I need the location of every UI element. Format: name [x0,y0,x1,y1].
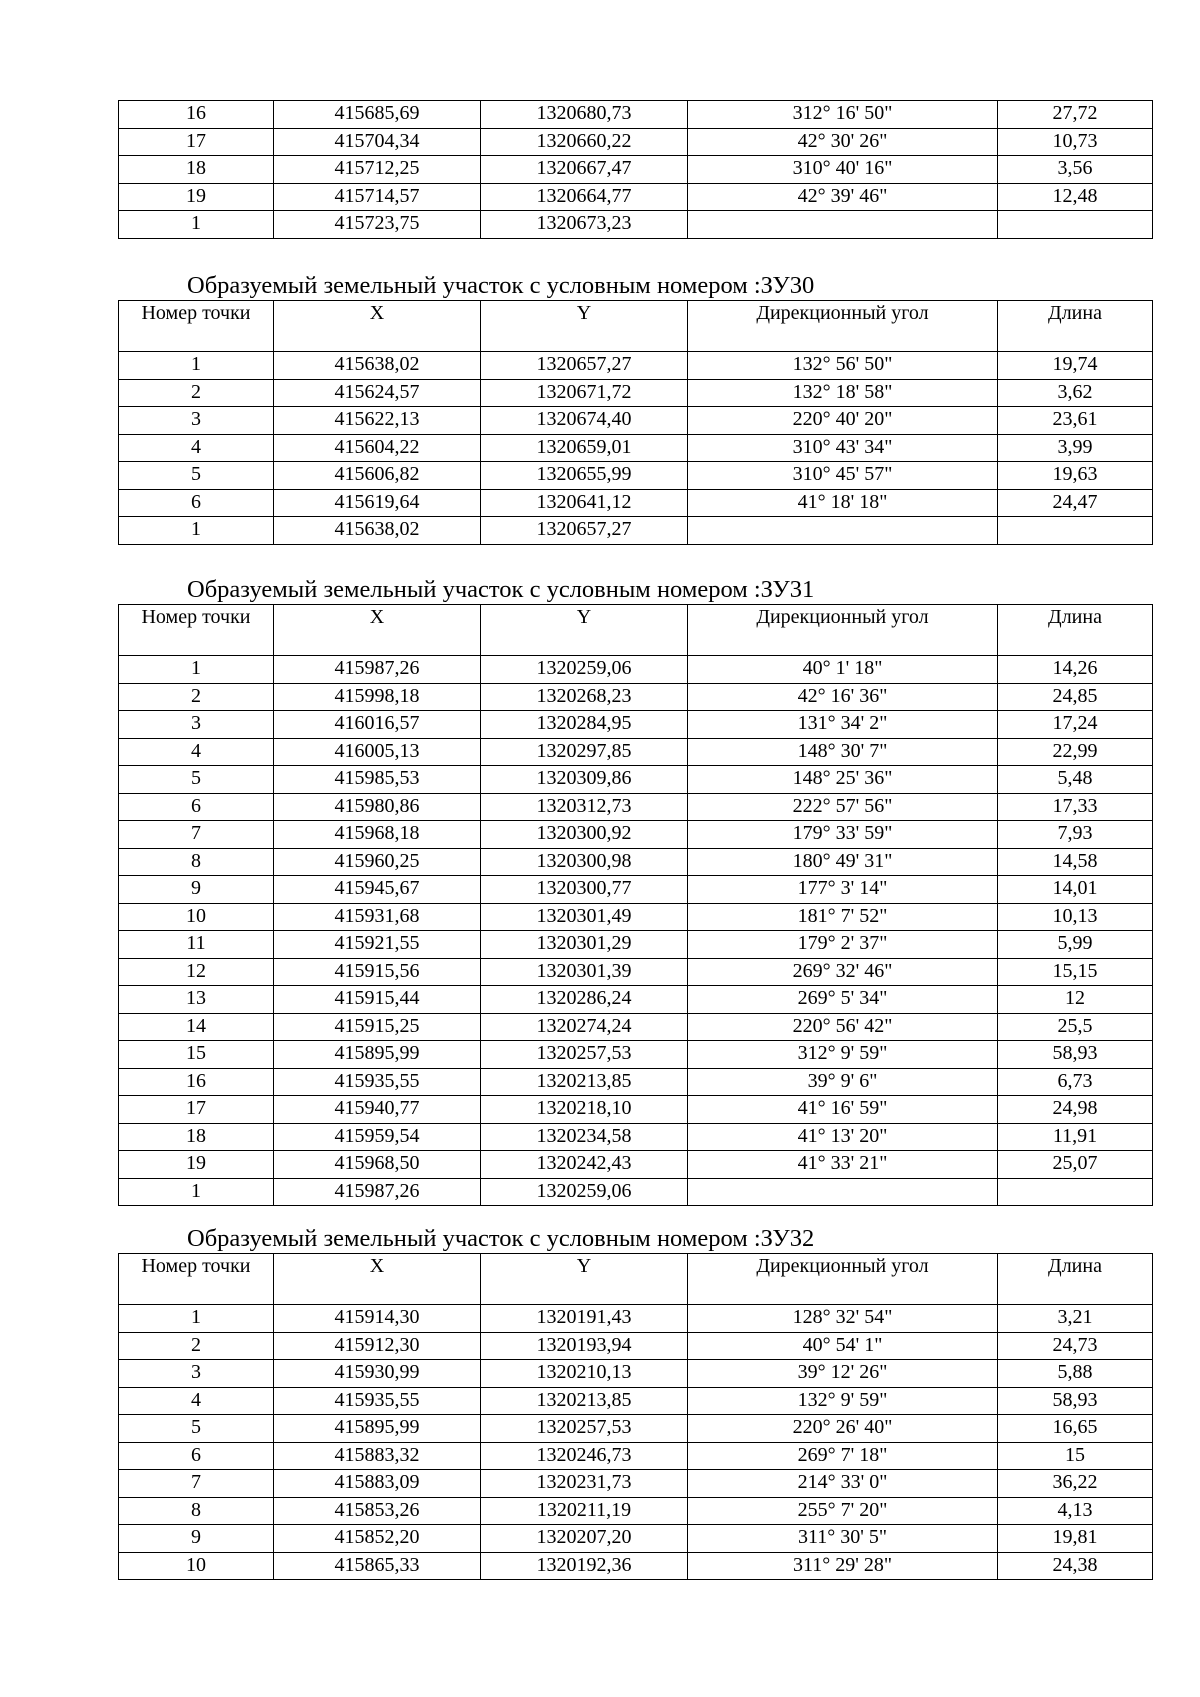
table-row [119,683,1153,711]
x-cell: 415852,20 [274,1525,481,1553]
x-cell: 415712,25 [274,156,481,184]
length-cell: 17,24 [998,711,1153,739]
y-cell: 1320655,99 [481,462,688,490]
length-cell: 25,5 [998,1013,1153,1041]
point-number-cell: 1 [119,1305,274,1333]
direction-angle-cell: 41° 13' 20" [688,1123,998,1151]
x-cell: 415960,25 [274,848,481,876]
direction-angle-cell: 220° 26' 40" [688,1415,998,1443]
point-number-cell: 19 [119,183,274,211]
length-cell: 4,13 [998,1497,1153,1525]
y-cell: 1320246,73 [481,1442,688,1470]
point-number-cell: 5 [119,1415,274,1443]
y-cell: 1320284,95 [481,711,688,739]
x-cell: 415895,99 [274,1041,481,1069]
x-cell: 415935,55 [274,1068,481,1096]
point-number-cell: 3 [119,1360,274,1388]
point-number-cell: 4 [119,738,274,766]
table-row [119,738,1153,766]
point-number-cell: 8 [119,848,274,876]
y-cell: 1320664,77 [481,183,688,211]
table-row [119,1332,1153,1360]
table-row [119,1151,1153,1179]
point-number-cell: 1 [119,1178,274,1206]
point-number-cell: 2 [119,379,274,407]
x-cell: 415915,25 [274,1013,481,1041]
direction-angle-cell: 310° 40' 16" [688,156,998,184]
length-cell: 58,93 [998,1387,1153,1415]
point-number-cell: 2 [119,1332,274,1360]
length-cell: 5,88 [998,1360,1153,1388]
direction-angle-cell: 181° 7' 52" [688,903,998,931]
x-cell: 415935,55 [274,1387,481,1415]
header-x: X [274,1254,481,1305]
point-number-cell: 1 [119,211,274,239]
header-direction-angle: Дирекционный угол [688,605,998,656]
plot-section-zu32 [118,1225,1152,1580]
y-cell: 1320657,27 [481,352,688,380]
x-cell: 415987,26 [274,1178,481,1206]
direction-angle-cell [688,1178,998,1206]
table-row [119,1096,1153,1124]
point-number-cell: 4 [119,1387,274,1415]
point-number-cell: 3 [119,407,274,435]
point-number-cell: 9 [119,876,274,904]
direction-angle-cell: 41° 16' 59" [688,1096,998,1124]
coordinates-table [118,1253,1153,1580]
point-number-cell: 16 [119,1068,274,1096]
section-title: Образуемый земельный участок с условным номером :ЗУ32 [187,1225,815,1252]
direction-angle-cell: 269° 7' 18" [688,1442,998,1470]
x-cell: 415945,67 [274,876,481,904]
x-cell: 416016,57 [274,711,481,739]
length-cell [998,517,1153,545]
table-row [119,183,1153,211]
table-row [119,711,1153,739]
point-number-cell: 17 [119,1096,274,1124]
point-number-cell: 2 [119,683,274,711]
x-cell: 415998,18 [274,683,481,711]
x-cell: 415853,26 [274,1497,481,1525]
table-row [119,517,1153,545]
y-cell: 1320309,86 [481,766,688,794]
length-cell: 24,38 [998,1552,1153,1580]
plot-section-zu31 [118,576,1152,1206]
y-cell: 1320242,43 [481,1151,688,1179]
direction-angle-cell [688,517,998,545]
length-cell: 23,61 [998,407,1153,435]
point-number-cell: 18 [119,156,274,184]
table-row [119,766,1153,794]
point-number-cell: 13 [119,986,274,1014]
length-cell: 6,73 [998,1068,1153,1096]
direction-angle-cell: 269° 32' 46" [688,958,998,986]
length-cell: 12,48 [998,183,1153,211]
x-cell: 415980,86 [274,793,481,821]
table-row [119,903,1153,931]
x-cell: 415915,56 [274,958,481,986]
length-cell: 25,07 [998,1151,1153,1179]
table-row [119,434,1153,462]
point-number-cell: 5 [119,462,274,490]
table-row [119,848,1153,876]
point-number-cell: 10 [119,1552,274,1580]
header-y: Y [481,1254,688,1305]
x-cell: 415606,82 [274,462,481,490]
x-cell: 415931,68 [274,903,481,931]
table-row [119,156,1153,184]
table-row [119,1525,1153,1553]
point-number-cell: 1 [119,352,274,380]
table-header-row [119,605,1153,656]
y-cell: 1320673,23 [481,211,688,239]
header-point-number: Номер точки [119,605,274,656]
section-title: Образуемый земельный участок с условным номером :ЗУ31 [187,576,815,603]
plot-section-zu30 [118,272,1152,545]
y-cell: 1320231,73 [481,1470,688,1498]
table-row [119,1415,1153,1443]
direction-angle-cell: 214° 33' 0" [688,1470,998,1498]
header-length: Длина [998,301,1153,352]
length-cell: 19,63 [998,462,1153,490]
header-point-number: Номер точки [119,301,274,352]
direction-angle-cell: 42° 16' 36" [688,683,998,711]
direction-angle-cell: 269° 5' 34" [688,986,998,1014]
y-cell: 1320671,72 [481,379,688,407]
length-cell: 19,74 [998,352,1153,380]
header-y: Y [481,605,688,656]
direction-angle-cell: 148° 30' 7" [688,738,998,766]
point-number-cell: 3 [119,711,274,739]
x-cell: 415915,44 [274,986,481,1014]
length-cell: 10,73 [998,128,1153,156]
y-cell: 1320300,98 [481,848,688,876]
x-cell: 415940,77 [274,1096,481,1124]
direction-angle-cell: 41° 33' 21" [688,1151,998,1179]
direction-angle-cell: 131° 34' 2" [688,711,998,739]
table-header-row [119,1254,1153,1305]
y-cell: 1320301,29 [481,931,688,959]
table-row [119,793,1153,821]
y-cell: 1320234,58 [481,1123,688,1151]
point-number-cell: 15 [119,1041,274,1069]
point-number-cell: 14 [119,1013,274,1041]
continuation-section [118,100,1152,239]
direction-angle-cell: 132° 56' 50" [688,352,998,380]
header-direction-angle: Дирекционный угол [688,1254,998,1305]
table-row [119,986,1153,1014]
x-cell: 415914,30 [274,1305,481,1333]
table-header-row [119,301,1153,352]
direction-angle-cell: 311° 30' 5" [688,1525,998,1553]
point-number-cell: 1 [119,517,274,545]
direction-angle-cell: 220° 56' 42" [688,1013,998,1041]
x-cell: 415985,53 [274,766,481,794]
point-number-cell: 16 [119,101,274,129]
length-cell: 16,65 [998,1415,1153,1443]
x-cell: 415638,02 [274,352,481,380]
point-number-cell: 11 [119,931,274,959]
y-cell: 1320259,06 [481,1178,688,1206]
y-cell: 1320667,47 [481,156,688,184]
table-row [119,656,1153,684]
point-number-cell: 8 [119,1497,274,1525]
length-cell: 36,22 [998,1470,1153,1498]
x-cell: 415921,55 [274,931,481,959]
length-cell: 3,21 [998,1305,1153,1333]
table-row [119,1387,1153,1415]
y-cell: 1320268,23 [481,683,688,711]
y-cell: 1320192,36 [481,1552,688,1580]
length-cell: 14,01 [998,876,1153,904]
direction-angle-cell [688,211,998,239]
length-cell: 5,99 [998,931,1153,959]
table-row [119,128,1153,156]
y-cell: 1320680,73 [481,101,688,129]
table-row [119,1068,1153,1096]
y-cell: 1320674,40 [481,407,688,435]
point-number-cell: 17 [119,128,274,156]
point-number-cell: 7 [119,821,274,849]
length-cell: 5,48 [998,766,1153,794]
x-cell: 415883,32 [274,1442,481,1470]
length-cell: 11,91 [998,1123,1153,1151]
length-cell: 14,58 [998,848,1153,876]
length-cell: 12 [998,986,1153,1014]
y-cell: 1320207,20 [481,1525,688,1553]
y-cell: 1320193,94 [481,1332,688,1360]
table-row [119,1041,1153,1069]
table-row [119,352,1153,380]
direction-angle-cell: 220° 40' 20" [688,407,998,435]
y-cell: 1320211,19 [481,1497,688,1525]
direction-angle-cell: 311° 29' 28" [688,1552,998,1580]
direction-angle-cell: 42° 39' 46" [688,183,998,211]
table-row [119,821,1153,849]
direction-angle-cell: 255° 7' 20" [688,1497,998,1525]
point-number-cell: 12 [119,958,274,986]
point-number-cell: 6 [119,793,274,821]
direction-angle-cell: 132° 18' 58" [688,379,998,407]
x-cell: 415930,99 [274,1360,481,1388]
length-cell: 24,98 [998,1096,1153,1124]
y-cell: 1320218,10 [481,1096,688,1124]
length-cell: 19,81 [998,1525,1153,1553]
y-cell: 1320300,92 [481,821,688,849]
direction-angle-cell: 222° 57' 56" [688,793,998,821]
direction-angle-cell: 310° 45' 57" [688,462,998,490]
y-cell: 1320312,73 [481,793,688,821]
header-x: X [274,605,481,656]
x-cell: 415883,09 [274,1470,481,1498]
length-cell: 17,33 [998,793,1153,821]
x-cell: 415619,64 [274,489,481,517]
length-cell: 14,26 [998,656,1153,684]
point-number-cell: 19 [119,1151,274,1179]
length-cell: 15 [998,1442,1153,1470]
direction-angle-cell: 42° 30' 26" [688,128,998,156]
x-cell: 415622,13 [274,407,481,435]
x-cell: 415959,54 [274,1123,481,1151]
length-cell [998,1178,1153,1206]
x-cell: 415604,22 [274,434,481,462]
length-cell [998,211,1153,239]
point-number-cell: 7 [119,1470,274,1498]
table-row [119,1442,1153,1470]
coordinates-table [118,604,1153,1206]
direction-angle-cell: 39° 12' 26" [688,1360,998,1388]
x-cell: 415723,75 [274,211,481,239]
length-cell: 58,93 [998,1041,1153,1069]
y-cell: 1320274,24 [481,1013,688,1041]
table-row [119,101,1153,129]
x-cell: 415685,69 [274,101,481,129]
y-cell: 1320660,22 [481,128,688,156]
y-cell: 1320213,85 [481,1387,688,1415]
section-title: Образуемый земельный участок с условным номером :ЗУ30 [187,272,815,299]
direction-angle-cell: 39° 9' 6" [688,1068,998,1096]
direction-angle-cell: 312° 9' 59" [688,1041,998,1069]
x-cell: 415895,99 [274,1415,481,1443]
x-cell: 415704,34 [274,128,481,156]
point-number-cell: 6 [119,489,274,517]
direction-angle-cell: 310° 43' 34" [688,434,998,462]
y-cell: 1320297,85 [481,738,688,766]
header-length: Длина [998,1254,1153,1305]
y-cell: 1320259,06 [481,656,688,684]
y-cell: 1320257,53 [481,1041,688,1069]
table-row [119,876,1153,904]
y-cell: 1320659,01 [481,434,688,462]
table-row [119,1360,1153,1388]
x-cell: 415912,30 [274,1332,481,1360]
table-row [119,1470,1153,1498]
table-row [119,379,1153,407]
x-cell: 415968,18 [274,821,481,849]
direction-angle-cell: 177° 3' 14" [688,876,998,904]
point-number-cell: 6 [119,1442,274,1470]
direction-angle-cell: 132° 9' 59" [688,1387,998,1415]
table-row [119,958,1153,986]
x-cell: 415865,33 [274,1552,481,1580]
table-row [119,1123,1153,1151]
point-number-cell: 5 [119,766,274,794]
y-cell: 1320300,77 [481,876,688,904]
y-cell: 1320213,85 [481,1068,688,1096]
direction-angle-cell: 179° 2' 37" [688,931,998,959]
x-cell: 415714,57 [274,183,481,211]
table-row [119,1497,1153,1525]
length-cell: 10,13 [998,903,1153,931]
table-row [119,462,1153,490]
x-cell: 415968,50 [274,1151,481,1179]
y-cell: 1320657,27 [481,517,688,545]
point-number-cell: 18 [119,1123,274,1151]
y-cell: 1320286,24 [481,986,688,1014]
coordinates-table [118,100,1153,239]
direction-angle-cell: 41° 18' 18" [688,489,998,517]
direction-angle-cell: 179° 33' 59" [688,821,998,849]
table-row [119,931,1153,959]
point-number-cell: 10 [119,903,274,931]
header-direction-angle: Дирекционный угол [688,301,998,352]
x-cell: 415638,02 [274,517,481,545]
y-cell: 1320210,13 [481,1360,688,1388]
table-row [119,1305,1153,1333]
direction-angle-cell: 148° 25' 36" [688,766,998,794]
header-y: Y [481,301,688,352]
coordinates-table [118,300,1153,545]
table-row [119,489,1153,517]
length-cell: 27,72 [998,101,1153,129]
header-point-number: Номер точки [119,1254,274,1305]
length-cell: 24,47 [998,489,1153,517]
table-row [119,1178,1153,1206]
point-number-cell: 4 [119,434,274,462]
table-row [119,1552,1153,1580]
header-length: Длина [998,605,1153,656]
length-cell: 3,56 [998,156,1153,184]
length-cell: 3,99 [998,434,1153,462]
y-cell: 1320641,12 [481,489,688,517]
y-cell: 1320301,39 [481,958,688,986]
length-cell: 24,85 [998,683,1153,711]
point-number-cell: 1 [119,656,274,684]
direction-angle-cell: 40° 1' 18" [688,656,998,684]
length-cell: 15,15 [998,958,1153,986]
direction-angle-cell: 312° 16' 50" [688,101,998,129]
y-cell: 1320301,49 [481,903,688,931]
point-number-cell: 9 [119,1525,274,1553]
length-cell: 22,99 [998,738,1153,766]
length-cell: 3,62 [998,379,1153,407]
length-cell: 7,93 [998,821,1153,849]
x-cell: 416005,13 [274,738,481,766]
y-cell: 1320191,43 [481,1305,688,1333]
x-cell: 415987,26 [274,656,481,684]
length-cell: 24,73 [998,1332,1153,1360]
direction-angle-cell: 128° 32' 54" [688,1305,998,1333]
direction-angle-cell: 180° 49' 31" [688,848,998,876]
y-cell: 1320257,53 [481,1415,688,1443]
x-cell: 415624,57 [274,379,481,407]
direction-angle-cell: 40° 54' 1" [688,1332,998,1360]
header-x: X [274,301,481,352]
table-row [119,407,1153,435]
table-row [119,1013,1153,1041]
table-row [119,211,1153,239]
